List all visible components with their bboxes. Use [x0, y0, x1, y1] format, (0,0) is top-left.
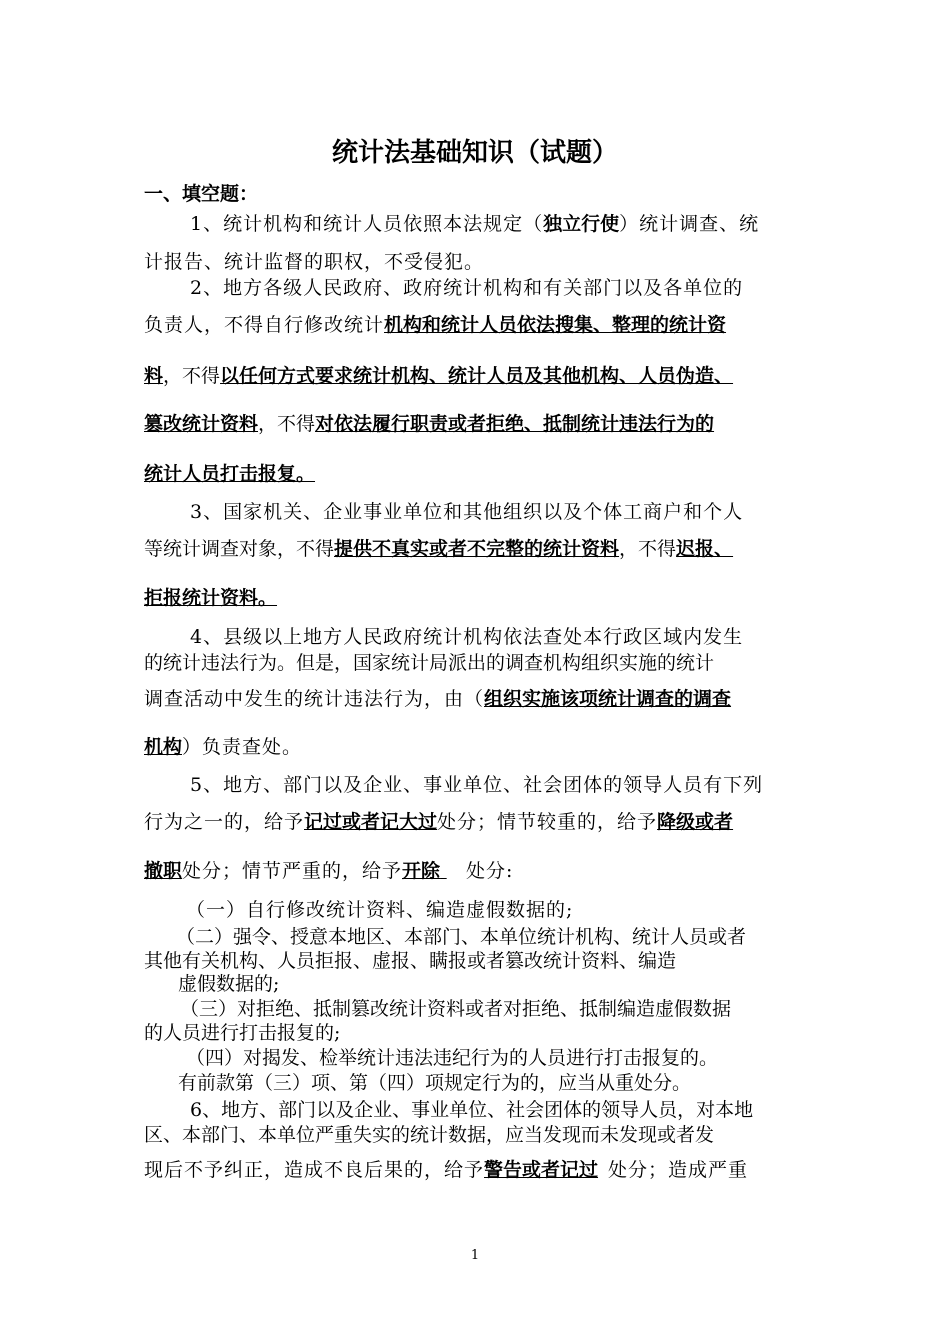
q1-answer: 独立行使 [543, 213, 620, 235]
q2-line-1: 2、地方各级人民政府、政府统计机构和有关部门以及各单位的 [190, 277, 744, 299]
q4-line-3 [144, 687, 731, 711]
q5-answer-3: 开除 [402, 860, 441, 882]
q4-text: ）负责查处。 [182, 736, 303, 758]
q4-answer-end: 机构 [144, 736, 183, 758]
q6-answer: 警告或者记过 [484, 1159, 599, 1181]
q5-item-2: （二）强令、授意本地区、本部门、本单位统计机构、统计人员或者 [176, 926, 747, 948]
q3-answer-2-end: 拒报统计资料。 [144, 587, 278, 609]
q4-line-4 [144, 735, 302, 759]
q4-answer: 组织实施该项统计调查的调查 [484, 688, 732, 710]
q2-line-5 [144, 462, 315, 486]
q3-text: 等统计调查对象，不得 [144, 538, 335, 560]
q2-text: ，不得 [163, 365, 221, 387]
q6-text: 现后不予纠正，造成不良后果的，给予 [144, 1159, 485, 1181]
q5-answer-2-end: 撤职 [144, 860, 183, 882]
q6-text: 处分；造成严重 [608, 1159, 749, 1181]
q2-answer-3-end: 统计人员打击报复。 [144, 463, 316, 485]
q3-line-2 [144, 537, 733, 561]
q2-text: 负责人，不得自行修改统计 [144, 314, 385, 336]
q6-line-1: 6、地方、部门以及企业、事业单位、社会团体的领导人员，对本地 [190, 1099, 754, 1121]
q2-answer-1-end: 料 [144, 365, 164, 387]
q3-line-1: 3、国家机关、企业事业单位和其他组织以及个体工商户和个人 [190, 501, 744, 523]
q5-line-3 [144, 859, 513, 883]
q1-line-1 [190, 212, 759, 236]
q5-item-4: （四）对揭发、检举统计违法违纪行为的人员进行打击报复的。 [186, 1047, 719, 1069]
q5-answer-2: 降级或者 [657, 811, 734, 833]
q5-item-2-cont: 其他有关机构、人员拒报、虚报、瞒报或者篡改统计资料、编造 [144, 950, 677, 972]
q1-line-2: 计报告、统计监督的职权，不受侵犯。 [144, 251, 485, 273]
q5-line-2 [144, 810, 733, 834]
q4-line-2: 的统计违法行为。但是，国家统计局派出的调查机构组织实施的统计 [144, 652, 715, 674]
q1-text: ）统计调查、统 [619, 213, 760, 235]
q5-item-1: （一）自行修改统计资料、编造虚假数据的; [186, 899, 574, 921]
q4-text: 调查活动中发生的统计违法行为，由（ [144, 688, 485, 710]
q5-line-1: 5、地方、部门以及企业、事业单位、社会团体的领导人员有下列 [190, 774, 764, 796]
q6-line-2: 区、本部门、本单位严重失实的统计数据，应当发现而未发现或者发 [144, 1124, 715, 1146]
q1-text: 1、统计机构和统计人员依照本法规定（ [190, 213, 544, 235]
q2-answer-1: 机构和统计人员依法搜集、整理的统计资 [384, 314, 727, 336]
q2-answer-2-end: 篡改统计资料 [144, 413, 259, 435]
q2-line-3 [144, 364, 733, 388]
q2-text: ，不得 [258, 413, 316, 435]
q5-text: 处分；情节严重的，给予 [182, 860, 403, 882]
q5-item-2-end: 虚假数据的; [178, 973, 280, 995]
q5-text: 行为之一的，给予 [144, 811, 305, 833]
page-number: 1 [470, 1248, 480, 1263]
q2-answer-2: 以任何方式要求统计机构、统计人员及其他机构、人员伪造、 [220, 365, 734, 387]
q4-line-1: 4、县级以上地方人民政府统计机构依法查处本行政区域内发生 [190, 626, 744, 648]
q5-answer-3-blank [440, 859, 466, 883]
q5-text: 处分: [466, 860, 514, 882]
q5-answer-1: 记过或者记大过 [304, 811, 438, 833]
q5-item-3-cont: 的人员进行打击报复的; [144, 1022, 341, 1044]
section-heading: 一、填空题： [144, 183, 259, 205]
q2-line-4 [144, 412, 714, 436]
page-title: 统计法基础知识（试题） [331, 138, 618, 168]
q2-answer-3: 对依法履行职责或者拒绝、抵制统计违法行为的 [315, 413, 715, 435]
q2-line-2 [144, 313, 726, 337]
q5-text: 处分；情节较重的，给予 [437, 811, 658, 833]
q5-item-3: （三）对拒绝、抵制篡改统计资料或者对拒绝、抵制编造虚假数据 [180, 998, 732, 1020]
q3-line-3 [144, 586, 277, 610]
q3-answer-2: 迟报、 [676, 538, 734, 560]
q5-note: 有前款第（三）项、第（四）项规定行为的，应当从重处分。 [178, 1072, 692, 1094]
q6-line-3 [144, 1158, 748, 1182]
q3-text: ，不得 [619, 538, 677, 560]
q3-answer-1: 提供不真实或者不完整的统计资料 [334, 538, 620, 560]
